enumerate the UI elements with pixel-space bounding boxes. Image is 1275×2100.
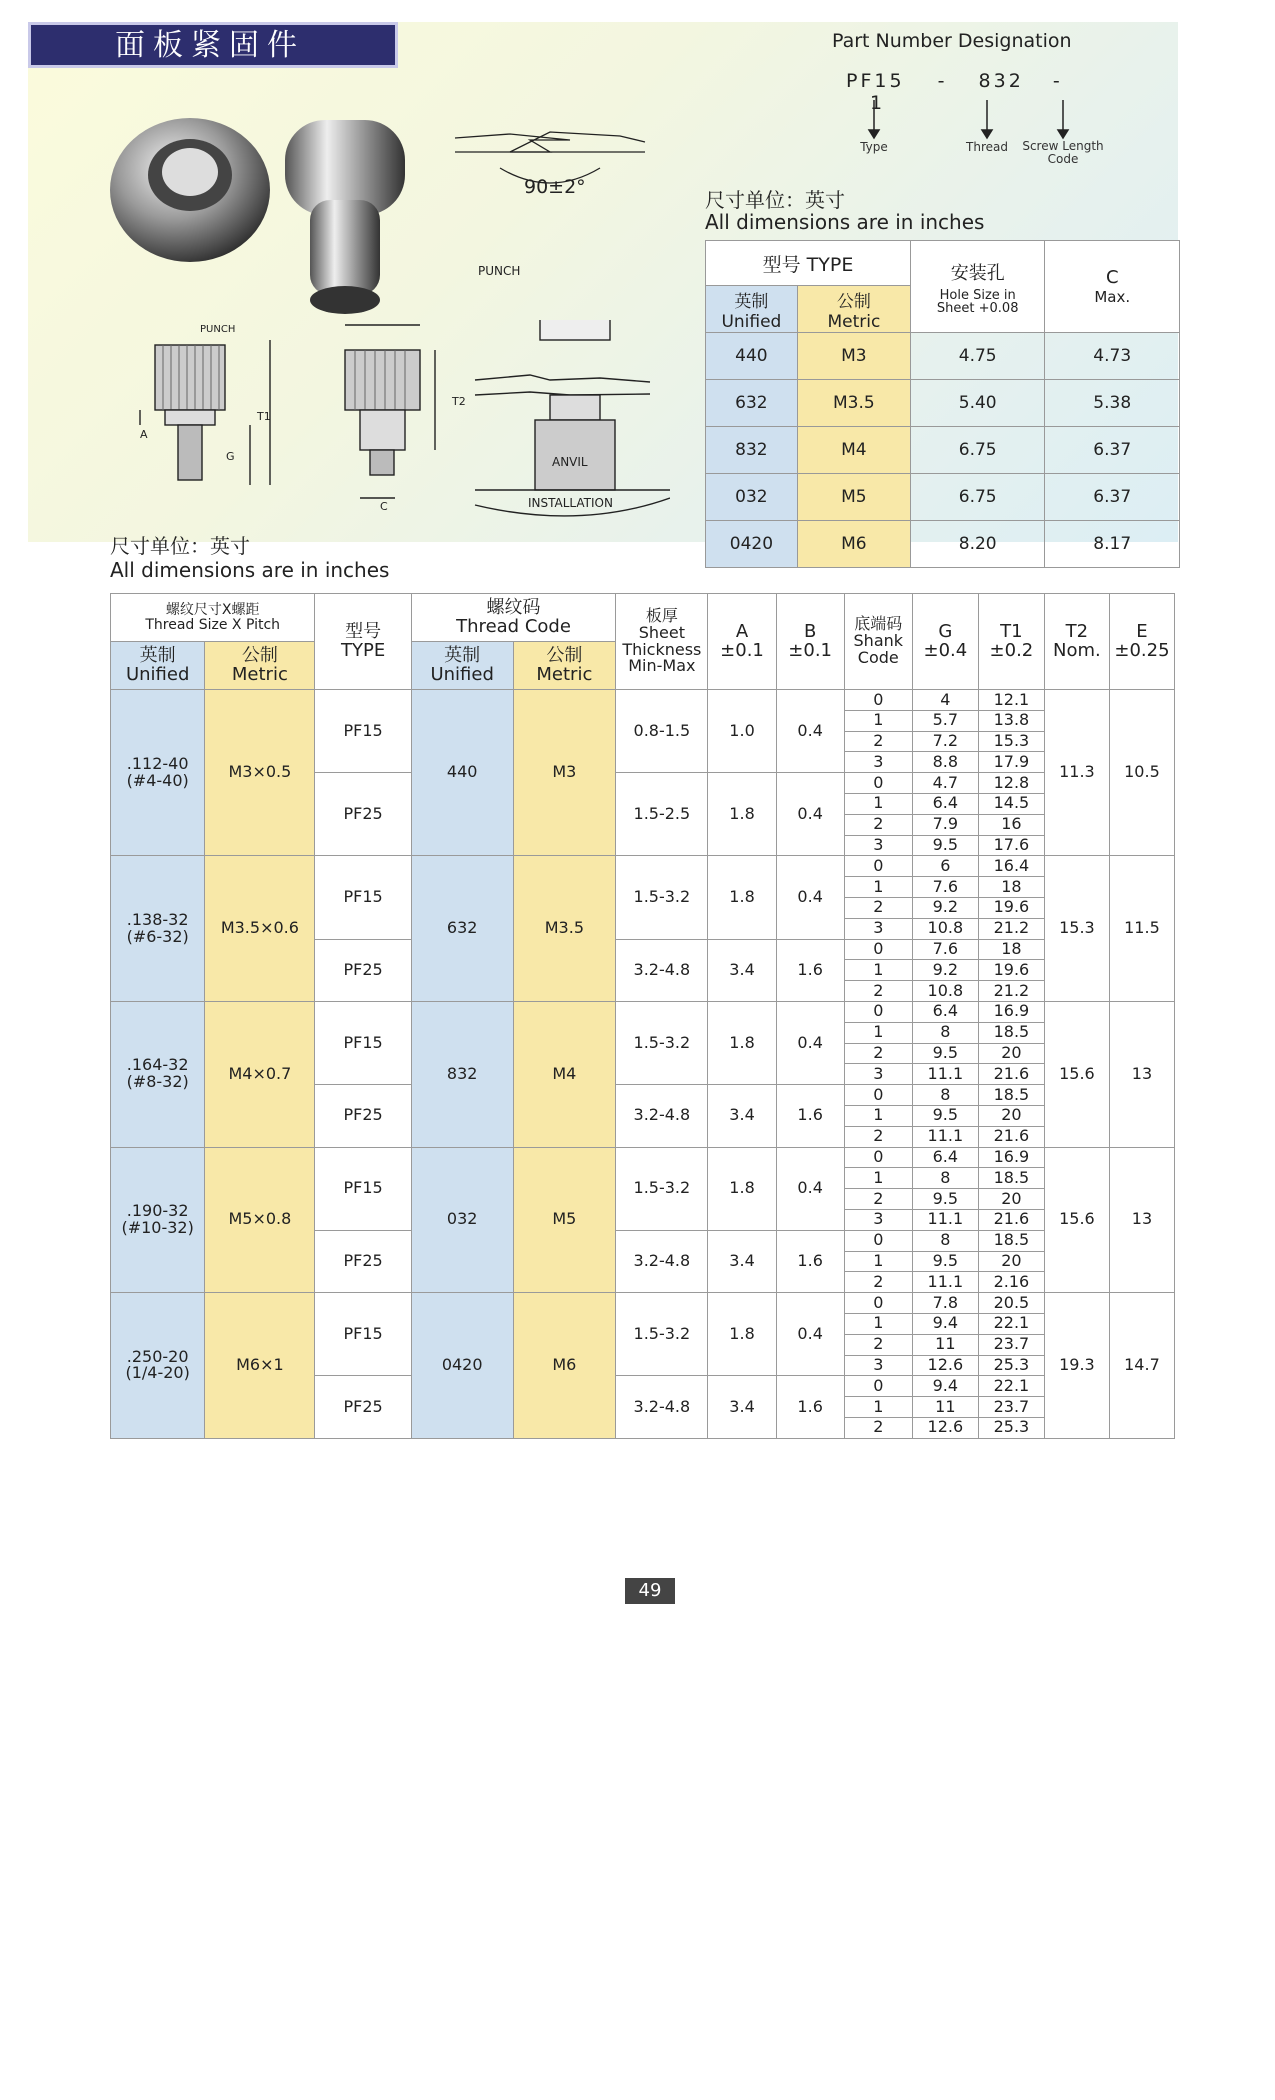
cell-g: 6 xyxy=(912,856,978,877)
cell-shank: 2 xyxy=(844,981,912,1002)
cell-b: 0.4 xyxy=(776,690,844,773)
cell-code-unified: 440 xyxy=(411,690,513,856)
hdr-code-metric xyxy=(513,642,616,690)
hdr-thread-size xyxy=(111,594,315,642)
mini-cell-unified: 032 xyxy=(706,474,798,521)
cell-g: 7.2 xyxy=(912,731,978,752)
hdr-unified-cn: 英制 xyxy=(139,644,176,666)
cell-g: 8 xyxy=(912,1085,978,1106)
unit-note-cn-top: 尺寸单位：英寸 xyxy=(705,188,845,212)
cell-type: PF25 xyxy=(315,1376,411,1438)
mini-header-unified xyxy=(706,286,798,333)
cell-sheet: 3.2-4.8 xyxy=(616,939,708,1001)
hdr-b-letter: B xyxy=(803,620,817,642)
cell-e: 13 xyxy=(1109,1147,1174,1293)
cell-t2: 15.6 xyxy=(1044,1001,1109,1147)
cell-sheet: 1.5-2.5 xyxy=(616,773,708,856)
cell-code-unified: 0420 xyxy=(411,1293,513,1439)
cell-g: 11 xyxy=(912,1397,978,1418)
cell-t1: 18.5 xyxy=(978,1230,1044,1251)
hdr-type-en: TYPE xyxy=(341,639,386,661)
pn-length: 1 xyxy=(870,92,886,114)
hdr-b xyxy=(776,594,844,690)
hdr-unified xyxy=(111,642,205,690)
cell-t1: 22.1 xyxy=(978,1313,1044,1334)
cell-t1: 19.6 xyxy=(978,897,1044,918)
cell-g: 8 xyxy=(912,1230,978,1251)
cell-sheet: 3.2-4.8 xyxy=(616,1376,708,1438)
cell-a: 1.0 xyxy=(708,690,776,773)
cell-shank: 1 xyxy=(844,1397,912,1418)
cell-g: 9.5 xyxy=(912,1189,978,1210)
pn-example xyxy=(846,70,1106,114)
cell-shank: 0 xyxy=(844,1085,912,1106)
hdr-thread-size-cn: 螺纹尺寸X螺距 xyxy=(165,601,260,618)
cell-t1: 20 xyxy=(978,1105,1044,1126)
cell-b: 0.4 xyxy=(776,1001,844,1084)
cell-g: 6.4 xyxy=(912,1001,978,1022)
hdr-code-unified-cn: 英制 xyxy=(444,644,481,666)
cell-t1: 2.16 xyxy=(978,1272,1044,1293)
cell-a: 1.8 xyxy=(708,1001,776,1084)
mini-row xyxy=(706,333,1180,380)
cell-shank: 0 xyxy=(844,856,912,877)
cell-g: 8 xyxy=(912,1022,978,1043)
cell-e: 13 xyxy=(1109,1001,1174,1147)
cell-shank: 3 xyxy=(844,1209,912,1230)
cell-thread-unified: .138-32 (#6-32) xyxy=(111,856,205,1002)
cell-sheet: 1.5-3.2 xyxy=(616,1147,708,1230)
cell-thread-metric: M6×1 xyxy=(205,1293,315,1439)
mini-header-metric-en: Metric xyxy=(827,311,881,332)
cell-g: 6.4 xyxy=(912,1147,978,1168)
cell-t1: 19.6 xyxy=(978,960,1044,981)
cell-b: 1.6 xyxy=(776,939,844,1001)
cell-a: 3.4 xyxy=(708,1376,776,1438)
cell-g: 9.2 xyxy=(912,960,978,981)
dim-g: G xyxy=(226,450,235,463)
hdr-thread-code xyxy=(411,594,615,642)
cell-g: 8.8 xyxy=(912,752,978,773)
cell-a: 3.4 xyxy=(708,1230,776,1292)
cell-shank: 2 xyxy=(844,814,912,835)
cell-g: 11.1 xyxy=(912,1126,978,1147)
mini-header-metric-cn: 公制 xyxy=(836,291,871,312)
cell-t2: 15.3 xyxy=(1044,856,1109,1002)
cell-shank: 2 xyxy=(844,1189,912,1210)
hdr-a xyxy=(708,594,776,690)
cell-code-unified: 032 xyxy=(411,1147,513,1293)
cell-shank: 0 xyxy=(844,1147,912,1168)
hdr-b-tol: ±0.1 xyxy=(788,639,833,661)
mini-cell-hole: 6.75 xyxy=(910,427,1045,474)
hdr-metric xyxy=(205,642,315,690)
cell-t1: 12.8 xyxy=(978,773,1044,794)
cell-t2: 19.3 xyxy=(1044,1293,1109,1439)
mini-cell-metric: M6 xyxy=(797,521,910,568)
cell-code-metric: M6 xyxy=(513,1293,616,1439)
cell-e: 11.5 xyxy=(1109,856,1174,1002)
cell-t1: 18.5 xyxy=(978,1168,1044,1189)
cell-g: 11.1 xyxy=(912,1064,978,1085)
cell-type: PF15 xyxy=(315,1293,411,1376)
mini-cell-metric: M4 xyxy=(797,427,910,474)
cell-shank: 0 xyxy=(844,1293,912,1314)
hdr-g xyxy=(912,594,978,690)
hdr-sheet-en: Sheet Thickness Min-Max xyxy=(622,622,702,676)
cell-thread-unified: .164-32 (#8-32) xyxy=(111,1001,205,1147)
cell-shank: 2 xyxy=(844,1417,912,1438)
anvil-label: ANVIL xyxy=(552,455,588,469)
mini-header-c-letter: C xyxy=(1105,267,1119,288)
mini-header-metric xyxy=(797,286,910,333)
cell-g: 4 xyxy=(912,690,978,711)
hdr-a-tol: ±0.1 xyxy=(720,639,764,661)
cell-g: 7.6 xyxy=(912,939,978,960)
cell-e: 14.7 xyxy=(1109,1293,1174,1439)
cell-t1: 22.1 xyxy=(978,1376,1044,1397)
cell-b: 0.4 xyxy=(776,773,844,856)
cell-shank: 2 xyxy=(844,1043,912,1064)
hdr-metric-cn: 公制 xyxy=(241,644,278,666)
cell-t1: 21.2 xyxy=(978,981,1044,1002)
mini-header-hole-en: Hole Size in Sheet +0.08 xyxy=(936,287,1019,316)
cell-t2: 15.6 xyxy=(1044,1147,1109,1293)
cell-shank: 0 xyxy=(844,1376,912,1397)
mini-cell-unified: 632 xyxy=(706,380,798,427)
cell-code-metric: M5 xyxy=(513,1147,616,1293)
cell-shank: 0 xyxy=(844,1230,912,1251)
cell-sheet: 1.5-3.2 xyxy=(616,1001,708,1084)
cell-b: 0.4 xyxy=(776,1147,844,1230)
mini-cell-hole: 8.20 xyxy=(910,521,1045,568)
product-photo xyxy=(105,100,455,330)
cell-shank: 0 xyxy=(844,939,912,960)
mini-cell-metric: M3 xyxy=(797,333,910,380)
cell-code-unified: 832 xyxy=(411,1001,513,1147)
hdr-code-unified-en: Unified xyxy=(430,663,494,685)
cell-a: 1.8 xyxy=(708,856,776,939)
mini-header-hole-cn: 安装孔 xyxy=(950,262,1005,284)
hdr-shank-cn: 底端码 xyxy=(854,614,903,634)
cell-t1: 25.3 xyxy=(978,1417,1044,1438)
page-number: 49 xyxy=(625,1578,675,1604)
cell-shank: 1 xyxy=(844,1313,912,1334)
cell-g: 10.8 xyxy=(912,918,978,939)
cell-b: 0.4 xyxy=(776,856,844,939)
cell-b: 1.6 xyxy=(776,1230,844,1292)
cell-thread-metric: M3×0.5 xyxy=(205,690,315,856)
hdr-code-unified xyxy=(411,642,513,690)
table-row xyxy=(111,690,1175,711)
pn-label-length: Screw Length Code xyxy=(1022,139,1104,166)
cell-thread-unified: .112-40 (#4-40) xyxy=(111,690,205,856)
punch-label: PUNCH xyxy=(478,264,521,278)
hdr-e-letter: E xyxy=(1136,620,1148,642)
cell-shank: 2 xyxy=(844,1334,912,1355)
hdr-shank-en: Shank Code xyxy=(853,631,904,667)
cell-t1: 16 xyxy=(978,814,1044,835)
hdr-t1-tol: ±0.2 xyxy=(989,639,1034,661)
cell-t1: 21.6 xyxy=(978,1064,1044,1085)
cell-t1: 16.4 xyxy=(978,856,1044,877)
cell-type: PF25 xyxy=(315,1230,411,1292)
cell-thread-unified: .190-32 (#10-32) xyxy=(111,1147,205,1293)
hdr-e xyxy=(1109,594,1174,690)
hdr-type-cn: 型号 xyxy=(345,620,382,642)
cell-g: 5.7 xyxy=(912,710,978,731)
cell-t1: 16.9 xyxy=(978,1147,1044,1168)
cell-t1: 20 xyxy=(978,1251,1044,1272)
hdr-t1-letter: T1 xyxy=(1000,620,1023,642)
cell-t1: 20 xyxy=(978,1189,1044,1210)
cell-shank: 0 xyxy=(844,1001,912,1022)
cell-sheet: 1.5-3.2 xyxy=(616,856,708,939)
hdr-t2-letter: T2 xyxy=(1065,620,1089,642)
mini-cell-metric: M5 xyxy=(797,474,910,521)
cell-sheet: 3.2-4.8 xyxy=(616,1230,708,1292)
installation-label: INSTALLATION xyxy=(528,496,613,510)
cell-shank: 2 xyxy=(844,897,912,918)
cell-t1: 18 xyxy=(978,939,1044,960)
cell-a: 1.8 xyxy=(708,1147,776,1230)
cell-type: PF25 xyxy=(315,939,411,1001)
hdr-g-letter: G xyxy=(938,620,953,642)
cell-a: 3.4 xyxy=(708,1085,776,1147)
cell-g: 9.5 xyxy=(912,1105,978,1126)
cell-g: 10.8 xyxy=(912,981,978,1002)
pn-dash2: - xyxy=(1052,70,1063,92)
unit-note-en: All dimensions are in inches xyxy=(110,558,390,582)
cell-g: 6.4 xyxy=(912,793,978,814)
cell-sheet: 1.5-3.2 xyxy=(616,1293,708,1376)
cell-t1: 23.7 xyxy=(978,1397,1044,1418)
hdr-g-tol: ±0.4 xyxy=(923,639,968,661)
table-row xyxy=(111,1147,1175,1168)
cell-shank: 1 xyxy=(844,1251,912,1272)
cell-type: PF15 xyxy=(315,690,411,773)
mini-header-type: 型号 TYPE xyxy=(706,241,911,286)
mini-cell-c: 8.17 xyxy=(1045,521,1180,568)
hdr-t2 xyxy=(1044,594,1109,690)
mini-header-unified-cn: 英制 xyxy=(734,291,769,312)
cell-shank: 3 xyxy=(844,835,912,856)
hdr-sheet-cn: 板厚 xyxy=(645,605,678,625)
cell-g: 11.1 xyxy=(912,1209,978,1230)
cell-t1: 12.1 xyxy=(978,690,1044,711)
mini-row xyxy=(706,521,1180,568)
mini-cell-c: 6.37 xyxy=(1045,474,1180,521)
mini-cell-hole: 4.75 xyxy=(910,333,1045,380)
mini-row xyxy=(706,474,1180,521)
cell-code-metric: M3.5 xyxy=(513,856,616,1002)
mini-row xyxy=(706,380,1180,427)
hdr-thread-code-cn: 螺纹码 xyxy=(486,596,541,618)
pn-label-type: Type xyxy=(860,140,888,154)
mini-cell-c: 5.38 xyxy=(1045,380,1180,427)
dim-c: C xyxy=(380,500,388,513)
cell-code-unified: 632 xyxy=(411,856,513,1002)
cell-shank: 1 xyxy=(844,1022,912,1043)
mini-header-c xyxy=(1045,241,1180,333)
hdr-code-metric-en: Metric xyxy=(536,663,593,685)
hdr-a-letter: A xyxy=(735,620,749,642)
mini-cell-hole: 6.75 xyxy=(910,474,1045,521)
cell-g: 9.4 xyxy=(912,1313,978,1334)
cell-b: 0.4 xyxy=(776,1293,844,1376)
cell-g: 12.6 xyxy=(912,1417,978,1438)
pn-dash1: - xyxy=(937,70,948,92)
spec-table xyxy=(110,593,1175,1439)
cell-thread-metric: M4×0.7 xyxy=(205,1001,315,1147)
cell-b: 1.6 xyxy=(776,1085,844,1147)
cell-t1: 21.6 xyxy=(978,1209,1044,1230)
cell-thread-unified: .250-20 (1/4-20) xyxy=(111,1293,205,1439)
table-row xyxy=(111,1293,1175,1314)
hdr-type xyxy=(315,594,411,690)
cell-type: PF25 xyxy=(315,773,411,856)
cell-g: 11 xyxy=(912,1334,978,1355)
pn-arrows xyxy=(846,96,1096,142)
cell-shank: 0 xyxy=(844,690,912,711)
cell-shank: 3 xyxy=(844,1355,912,1376)
mini-cell-hole: 5.40 xyxy=(910,380,1045,427)
cell-thread-metric: M3.5×0.6 xyxy=(205,856,315,1002)
cell-e: 10.5 xyxy=(1109,690,1174,856)
cell-t1: 14.5 xyxy=(978,793,1044,814)
cell-shank: 1 xyxy=(844,877,912,898)
cell-t2: 11.3 xyxy=(1044,690,1109,856)
hdr-t1 xyxy=(978,594,1044,690)
cell-g: 11.1 xyxy=(912,1272,978,1293)
cell-shank: 2 xyxy=(844,731,912,752)
cell-t1: 21.6 xyxy=(978,1126,1044,1147)
cell-shank: 2 xyxy=(844,1272,912,1293)
dim-t2: T2 xyxy=(452,395,466,408)
dimension-drawings xyxy=(130,320,670,520)
mini-cell-metric: M3.5 xyxy=(797,380,910,427)
cell-g: 9.5 xyxy=(912,835,978,856)
mini-cell-unified: 440 xyxy=(706,333,798,380)
cell-t1: 18 xyxy=(978,877,1044,898)
cell-g: 9.2 xyxy=(912,897,978,918)
cell-t1: 18.5 xyxy=(978,1085,1044,1106)
cell-sheet: 0.8-1.5 xyxy=(616,690,708,773)
cell-shank: 1 xyxy=(844,710,912,731)
mini-header-hole xyxy=(910,241,1045,333)
cell-code-metric: M4 xyxy=(513,1001,616,1147)
cell-t1: 16.9 xyxy=(978,1001,1044,1022)
mini-cell-unified: 832 xyxy=(706,427,798,474)
cell-type: PF25 xyxy=(315,1085,411,1147)
hdr-thread-size-en: Thread Size X Pitch xyxy=(145,616,281,633)
cell-shank: 1 xyxy=(844,1105,912,1126)
dim-t1: T1 xyxy=(257,410,271,423)
mini-cell-c: 6.37 xyxy=(1045,427,1180,474)
pn-type: PF15 xyxy=(846,70,905,92)
cell-shank: 3 xyxy=(844,918,912,939)
hdr-code-metric-cn: 公制 xyxy=(546,644,583,666)
cell-g: 7.6 xyxy=(912,877,978,898)
cell-t1: 15.3 xyxy=(978,731,1044,752)
pn-label-thread: Thread xyxy=(966,140,1008,154)
cell-t1: 21.2 xyxy=(978,918,1044,939)
cell-g: 9.4 xyxy=(912,1376,978,1397)
hdr-sheet xyxy=(616,594,708,690)
hdr-t2-tol: Nom. xyxy=(1053,639,1101,661)
cell-g: 9.5 xyxy=(912,1251,978,1272)
hdr-thread-code-en: Thread Code xyxy=(456,615,571,637)
cell-shank: 1 xyxy=(844,960,912,981)
pn-thread: 832 xyxy=(978,70,1024,92)
cell-shank: 1 xyxy=(844,793,912,814)
page-title: 面板紧固件 xyxy=(115,28,305,63)
cell-t1: 23.7 xyxy=(978,1334,1044,1355)
cell-t1: 17.9 xyxy=(978,752,1044,773)
mini-header-c-max: Max. xyxy=(1094,288,1131,306)
hdr-unified-en: Unified xyxy=(125,663,190,685)
cell-t1: 20 xyxy=(978,1043,1044,1064)
cell-shank: 1 xyxy=(844,1168,912,1189)
cell-a: 3.4 xyxy=(708,939,776,1001)
dim-a: A xyxy=(140,428,148,441)
cell-type: PF15 xyxy=(315,1147,411,1230)
cell-a: 1.8 xyxy=(708,1293,776,1376)
cell-shank: 3 xyxy=(844,1064,912,1085)
cell-type: PF15 xyxy=(315,1001,411,1084)
hdr-shank xyxy=(844,594,912,690)
mini-header-unified-en: Unified xyxy=(721,311,782,332)
cell-g: 8 xyxy=(912,1168,978,1189)
mini-cell-c: 4.73 xyxy=(1045,333,1180,380)
cell-shank: 0 xyxy=(844,773,912,794)
mini-cell-unified: 0420 xyxy=(706,521,798,568)
hole-size-table xyxy=(705,240,1180,568)
cell-shank: 3 xyxy=(844,752,912,773)
cell-g: 4.7 xyxy=(912,773,978,794)
pn-title: Part Number Designation xyxy=(832,30,1072,52)
cell-sheet: 3.2-4.8 xyxy=(616,1085,708,1147)
cell-t1: 18.5 xyxy=(978,1022,1044,1043)
unit-note-cn: 尺寸单位：英寸 xyxy=(110,534,250,558)
cell-g: 9.5 xyxy=(912,1043,978,1064)
spec-table-body xyxy=(111,690,1175,1439)
cell-t1: 20.5 xyxy=(978,1293,1044,1314)
hdr-e-tol: ±0.25 xyxy=(1114,639,1170,661)
hdr-metric-en: Metric xyxy=(231,663,288,685)
cell-thread-metric: M5×0.8 xyxy=(205,1147,315,1293)
cell-t1: 13.8 xyxy=(978,710,1044,731)
cell-g: 12.6 xyxy=(912,1355,978,1376)
cell-g: 7.8 xyxy=(912,1293,978,1314)
cell-shank: 2 xyxy=(844,1126,912,1147)
mini-row xyxy=(706,427,1180,474)
unit-note-en-top: All dimensions are in inches xyxy=(705,210,985,234)
cell-g: 7.9 xyxy=(912,814,978,835)
punch-label-left: PUNCH xyxy=(200,324,236,335)
table-row xyxy=(111,1001,1175,1022)
angle-label: 90±2° xyxy=(524,176,586,198)
cell-b: 1.6 xyxy=(776,1376,844,1438)
cell-t1: 25.3 xyxy=(978,1355,1044,1376)
cell-type: PF15 xyxy=(315,856,411,939)
cell-a: 1.8 xyxy=(708,773,776,856)
cell-code-metric: M3 xyxy=(513,690,616,856)
cell-t1: 17.6 xyxy=(978,835,1044,856)
table-row xyxy=(111,856,1175,877)
